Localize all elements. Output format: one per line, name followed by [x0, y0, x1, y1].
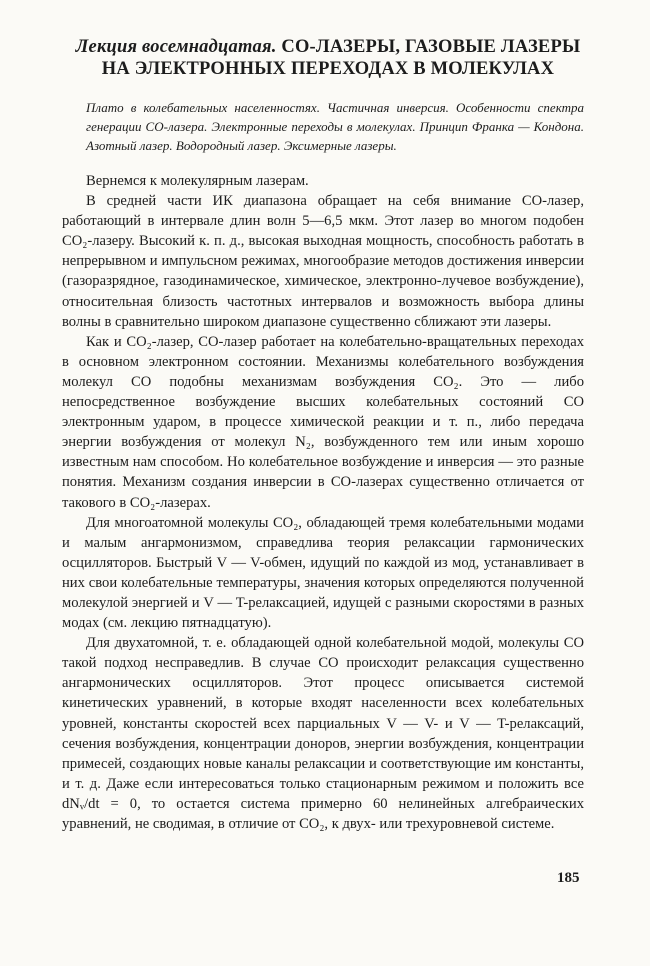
page	[62, 36, 584, 834]
lecture-label: Лекция восемнадцатая.	[75, 37, 277, 57]
chapter-title	[72, 36, 584, 80]
paragraph-2: В средней части ИК диапазона обращает на себя внимание CO-лазер, работающий в интервале длин волн 5—6,5 мкм. Этот лазер во многом подобен CO₂-лазеру. Высокий к. п. д., высокая выходная мощность, способность работать в непрерывном и импульсном режимах, многообразие методов достижения инверсии (газоразрядное, газодинамическое, химическое, электронно-лучевое возбуждение), относительная близость частотных интервалов и возможность выбора длины волны в сравнительно широком диапазоне существенно сближают эти лазеры.	[62, 193, 584, 330]
chapter-abstract: Плато в колебательных населенностях. Частичная инверсия. Особенности спектра генерации CO-лазера. Электронные переходы в молекулах. Принцип Франка — Кондона. Азотный лазер. Водородный лазер. Эксимерные лазеры.	[86, 100, 584, 153]
title-line-1: CO-ЛАЗЕРЫ, ГАЗОВЫЕ ЛАЗЕРЫ	[281, 37, 581, 57]
paragraph-4: Для многоатомной молекулы CO₂, обладающей тремя колебательными модами и малым ангармонизмом, справедлива теория релаксации гармонических осцилляторов. Быстрый V — V-обмен, идущий по каждой из мод, устанавливает в них свои колебательные температуры, значения которых определяются полученной молекулой энергией и V — T-релаксацией, идущей с разными скоростями в разных модах (см. лекцию пятнадцатую).	[62, 514, 584, 632]
paragraph-1: Вернемся к молекулярным лазерам.	[86, 173, 309, 189]
paragraph-5: Для двухатомной, т. е. обладающей одной колебательной модой, молекулы CO такой подход несправедлив. В случае CO происходит релаксация существенно ангармонических осцилляторов. Этот процесс описывается системой кинетических уравнений, в которые входят населенности всех колебательных уровней, константы скоростей всех парциальных V — V- и V — T-релаксаций, сечения возбуждения, концентрации доноров, энергии возбуждения, концентрации примесей, создающих новые каналы релаксации и соответствующие им константы, и т. д. Даже если интересоваться только стационарным режимом и положить все dNᵥ/dt = 0, то остается система примерно 60 нелинейных алгебраических уравнений, не сводимая, в отличие от CO₂, к двух- или трехуровневой системе.	[62, 635, 584, 832]
page-number: 185	[557, 870, 580, 886]
title-line-2: НА ЭЛЕКТРОННЫХ ПЕРЕХОДАХ В МОЛЕКУЛАХ	[101, 59, 555, 79]
paragraph-3: Как и CO₂-лазер, CO-лазер работает на колебательно-вращательных переходах в основном электронном состоянии. Механизмы колебательного возбуждения молекул CO подобны механизмам возбуждения CO₂. Это — либо непосредственное возбуждение высших колебательных состояний CO электронным ударом, в процессе химической реакции и т. п., либо передача энергии возбуждения от молекул N₂, возбужденного тем или иным хорошо известным нам способом. Но колебательное возбуждение и инверсия — это разные понятия. Механизм создания инверсии в CO-лазерах существенно отличается от такового в CO₂-лазерах.	[62, 333, 584, 511]
body-text	[62, 171, 584, 834]
